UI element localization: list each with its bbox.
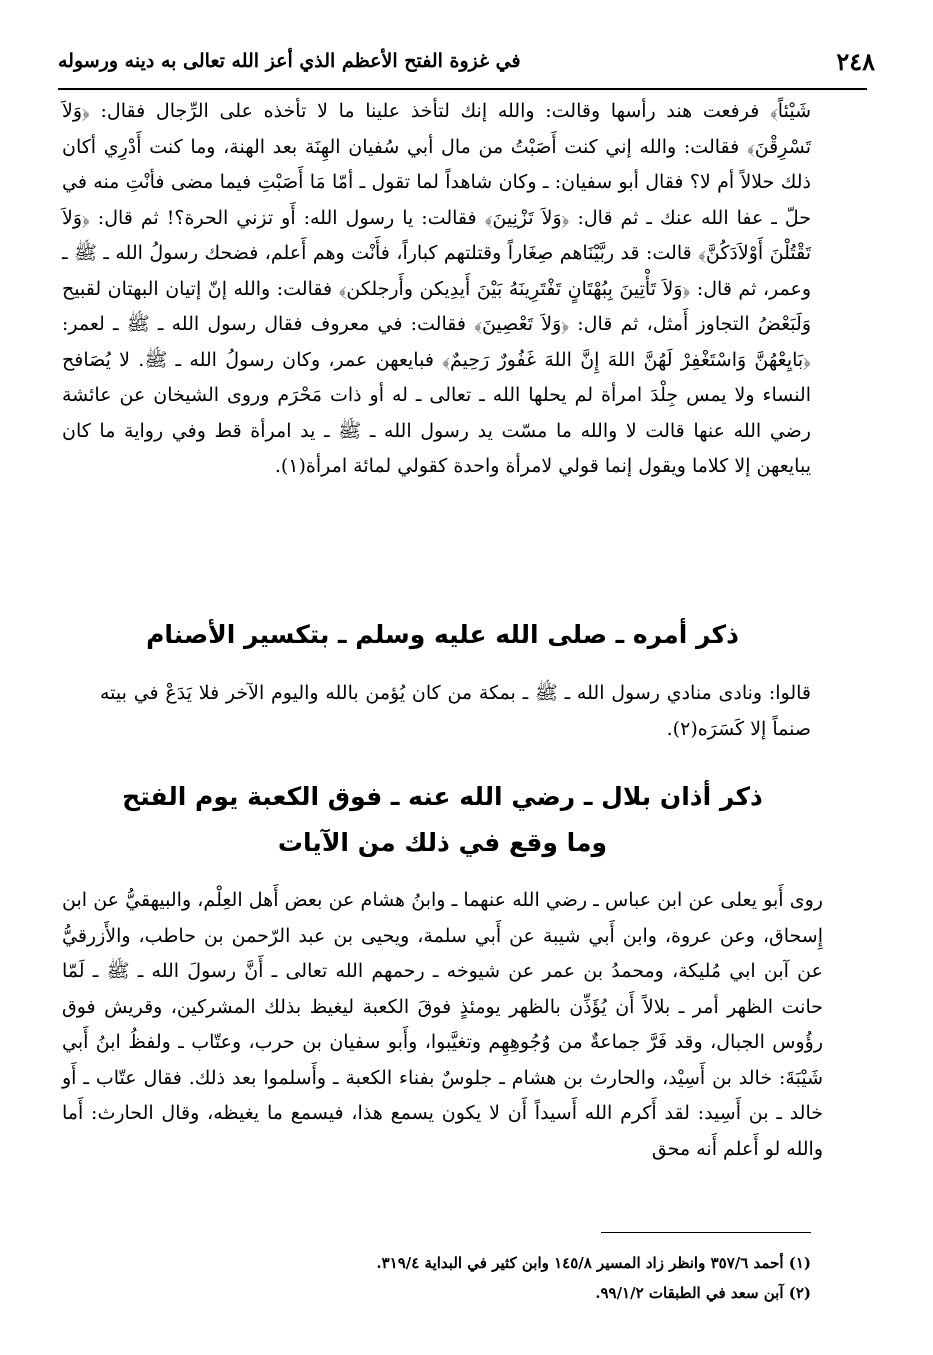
footnotes [62,1248,811,1308]
paragraph-idols: قالوا: ونادى منادي رسول الله ـ ﷺ ـ بمكة من كان يُؤمن بالله واليوم الآخر فلا يَدَعْ في بيته صنماً إلا كَسَرَه(٢). [100,682,811,740]
running-title: في غزوة الفتح الأعظم الذي أعز الله تعالى به دينه ورسوله [58,50,521,72]
section-heading-bilal-line2: وما وقع في ذلك من الآيات [277,828,608,857]
section-heading-idols: ذكر أمره ـ صلى الله عليه وسلم ـ بتكسير الأصنام [146,620,739,649]
paragraph-hind-pledge: شَيْئاً﴾ فرفعت هند رأسها وقالت: والله إنك لتأخذ علينا ما لا تأخذه على الرِّجال فقال: ﴿وَلاَ تَسْرِقْنَ﴾ فقالت: والله إني كنت أَصَبْتُ من مال أبي سُفيان الهِنَة بعد الهنة، وما كنت أَدْرِي أكان ذلك حلالاً أم لا؟ فقال أبو سفيان: ـ وكان شاهداً لما تقول ـ أمّا مَا أَصَبْتِ فيما مضى فأنْتِ منه في حلّ ـ عفا الله عنك ـ ثم قال: ﴿وَلاَ تَزْنِينَ﴾ فقالت: يا رسول الله: أَو تزني الحرة؟! ثم قال: ﴿وَلاَ تَقْتُلْنَ أَوْلاَدَكُنَّ﴾ قالت: قد ربَّيْنَاهم صِغَاراً وقتلتهم كباراً، فأَنْت وهم أَعلم، فضحك رسولُ الله ـ ﷺ ـ وعمر، ثم قال: ﴿وَلاَ تَأْتِينَ بِبُهْتَانٍ تَفْتَرِينَهُ بَيْنَ أَيدِيكن وأَرجلكن﴾ فقالت: والله إنّ إتيان البهتان لقبيح وَلَبَعْضُ التجاوز أَمثل، ثم قال: ﴿وَلاَ تَعْصِينَ﴾ فقالت: في معروف فقال رسول الله ـ ﷺ ـ لعمر: ﴿بَايِعْهُنَّ وَاسْتَغْفِرْ لَهُنَّ اللهَ إِنَّ اللهَ غَفُورٌ رَحِيمٌ﴾ فبايعهن عمر، وكان رسولُ الله ـ ﷺ. لا يُصَافح النساء ولا يمس جِلْدَ امرأة لم يحلها الله ـ تعالى ـ له أو ذات مَحْرَم وروى الشيخان عن عائشة رضي الله عنها قالت لا والله ما مسّت يد رسول الله ـ ﷺ ـ يد امرأة قط وفي رواية ما كان يبايعهن إلا كلاما ويقول إنما قولي لامرأة واحدة كقولي لمائة امرأة(١). [62,100,811,477]
page-number: ٢٤٨ [836,46,875,76]
footnote-rule [601,1232,811,1233]
header-rule [58,88,867,90]
paragraph-bilal-adhan: روى أَبو يعلى عن ابن عباس ـ رضي الله عنهما ـ وابنُ هشام عن بعض أَهل العِلْم، والبيهقيُّ عن ابن إِسحاق، وعن عروة، وابن أَبي شيبة عن أَبي سلمة، ويحيى بن عبد الرّحمن بن حاطب، والأَزرقيُّ عن آبن ابي مُليكة، ومحمدُ بن عمر عن شيوخه ـ رحمهم الله تعالى ـ أَنَّ رسولَ الله ـ ﷺ ـ لَمّا حانت الظهر أمر ـ بلالاً أَن يُؤَذِّن بالظهر يومئذٍ فوقَ الكعبة ليغيظ بذلك المشركين، وقريش فوق رؤُوس الجبال، وقد فَرَّ جماعةٌ من وُجُوهِهِم وتغيَّبوا، وأَبو سفيان بن حرب، وعتّاب ـ ولفظُ ابنُ أَبي شَيْبَةَ: خالد بن أَسِيْد، والحارث بن هشام ـ جلوسٌ بفناء الكعبة ـ وأَسلموا بعد ذلك. فقال عتّاب ـ أَو خالد ـ بن أَسِيد: لقد أَكرم الله أَسيداً أَن لا يكون يسمع هذا، فيسمع ما يغيظه، وقال الحارث: أَما والله لو أَعلم أَنه محق [62,889,823,1160]
footnote-1: (١) أحمد ٣٥٧/٦ وانظر زاد المسير ١٤٥/٨ وابن كثير في البداية ٣١٩/٤. [376,1254,811,1272]
footnote-2: (٢) آبن سعد في الطبقات ٩٩/١/٢. [595,1284,811,1302]
page-header [58,40,875,82]
section-heading-bilal-line1: ذكر أذان بلال ـ رضي الله عنه ـ فوق الكعبة يوم الفتح [122,782,763,811]
